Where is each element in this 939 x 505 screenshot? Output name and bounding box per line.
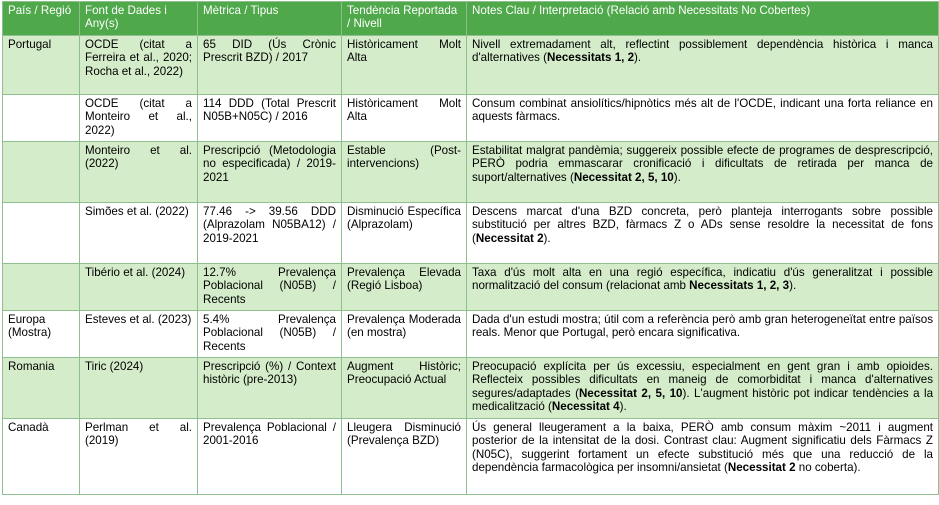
notes-text: ). L'augment històric pot indicar tendències a la medicalització ( [472, 386, 934, 414]
cell-country: Portugal [3, 36, 80, 95]
cell-metric: Prescripció (%) / Context històric (pre-2013) [198, 358, 342, 419]
notes-text: Ús general lleugerament a la baixa, PERÒ amb consum màxim ~2011 i augment posterior de la intensitat de la dosi. Contrast clau: Augment significatiu dels Fàrmacs Z (N05C), suggerint fortament un efecte substitució més que una reducció de la dependència farmacològica per insomni/ansietat ( [472, 421, 933, 475]
cell-notes [467, 203, 939, 264]
table-row [3, 264, 939, 311]
header-country: País / Regió [3, 2, 80, 36]
cell-notes [467, 95, 939, 142]
needs-reference: Necessitat 2, 5, 10 [578, 386, 683, 400]
table-row [3, 419, 939, 495]
table-row [3, 95, 939, 142]
needs-reference: Necessitat 2, 5, 10 [573, 170, 674, 184]
cell-trend: Prevalença Elevada (Regió Lisboa) [342, 264, 467, 311]
needs-reference: Necessitats 1, 2 [547, 51, 635, 65]
needs-reference: Necessitats 1, 2, 3 [689, 279, 790, 293]
cell-trend: Prevalença Moderada (en mostra) [342, 311, 467, 358]
notes-text: ). [673, 170, 681, 184]
cell-metric: Prevalença Poblacional / 2001-2016 [198, 419, 342, 495]
cell-source: Perlman et al. (2019) [80, 419, 198, 495]
cell-trend: Històricament Molt Alta [342, 95, 467, 142]
cell-metric: 12.7% Prevalença Poblacional (N05B) / Recents [198, 264, 342, 311]
header-source: Font de Dades i Any(s) [80, 2, 198, 36]
notes-text: no coberta). [795, 461, 861, 475]
table-header-row [3, 2, 939, 36]
cell-notes [467, 142, 939, 203]
cell-source: Esteves et al. (2023) [80, 311, 198, 358]
header-metric: Mètrica / Tipus [198, 2, 342, 36]
notes-text: Nivell extremadament alt, reflectint possiblement dependència històrica i manca d'alternatives ( [472, 38, 933, 65]
data-table [2, 1, 939, 495]
table-row [3, 36, 939, 95]
cell-notes [467, 264, 939, 311]
notes-text: Dada d'un estudi mostra; útil com a referència però amb gran heterogeneïtat entre països reals. Menor que Portugal, però encara significativa. [472, 313, 933, 340]
cell-country: Romania [3, 358, 80, 419]
cell-notes [467, 358, 939, 419]
notes-text: Consum combinat ansiolítics/hipnòtics més alt de l'OCDE, indicant una forta reliance en aquests fàrmacs. [472, 97, 933, 124]
cell-trend: Lleugera Disminució (Prevalença BZD) [342, 419, 467, 495]
notes-text: ). [789, 279, 797, 293]
cell-source: Tibério et al. (2024) [80, 264, 198, 311]
table-row [3, 203, 939, 264]
cell-country [3, 95, 80, 142]
table-row [3, 358, 939, 419]
cell-trend: Estable (Post-intervencions) [342, 142, 467, 203]
cell-source: Monteiro et al. (2022) [80, 142, 198, 203]
cell-country: Canadà [3, 419, 80, 495]
cell-source: OCDE (citat a Ferreira et al., 2020; Rocha et al., 2022) [80, 36, 198, 95]
cell-metric: 114 DDD (Total Prescrit N05B+N05C) / 2016 [198, 95, 342, 142]
cell-trend: Augment Històric; Preocupació Actual [342, 358, 467, 419]
cell-source: OCDE (citat a Monteiro et al., 2022) [80, 95, 198, 142]
cell-source: Tiric (2024) [80, 358, 198, 419]
header-notes: Notes Clau / Interpretació (Relació amb Necessitats No Cobertes) [467, 2, 939, 36]
notes-text: Estabilitat malgrat pandèmia; suggereix possible efecte de programes de desprescripció, PERÒ podria emmascarar cronificació i dificultats de retirada per manca de suport/alternatives ( [472, 144, 933, 184]
table-row [3, 311, 939, 358]
header-trend: Tendència Reportada / Nivell [342, 2, 467, 36]
cell-country: Europa (Mostra) [3, 311, 80, 358]
cell-trend: Disminució Específica (Alprazolam) [342, 203, 467, 264]
cell-metric: 5.4% Prevalença Poblacional (N05B) / Recents [198, 311, 342, 358]
needs-reference: Necessitat 4 [551, 400, 620, 414]
cell-metric: Prescripció (Metodologia no especificada) / 2019-2021 [198, 142, 342, 203]
notes-text: Taxa d'ús molt alta en una regió específica, indicatiu d'ús generalitzat i possible normalització del consum (relacionat amb [472, 266, 933, 293]
notes-text: ). [619, 400, 627, 414]
table-row [3, 142, 939, 203]
cell-metric: 65 DID (Ús Crònic Prescrit BZD) / 2017 [198, 36, 342, 95]
cell-metric: 77.46 -> 39.56 DDD (Alprazolam N05BA12) / 2019-2021 [198, 203, 342, 264]
cell-country [3, 203, 80, 264]
notes-text: ). [634, 51, 642, 65]
notes-text: Preocupació explícita per ús excessiu, especialment en gent gran i amb opioides. Reflecteix possibles dificultats en maneig de comorbiditat i manca d'alternatives segures/adaptades ( [472, 360, 933, 400]
cell-source: Simões et al. (2022) [80, 203, 198, 264]
cell-country [3, 142, 80, 203]
cell-trend: Històricament Molt Alta [342, 36, 467, 95]
cell-notes [467, 419, 939, 495]
cell-country [3, 264, 80, 311]
needs-reference: Necessitat 2 [475, 231, 544, 245]
notes-text: Descens marcat d'una BZD concreta, però planteja interrogants sobre possible substitució per altres BZD, fàrmacs Z o ADs sense resoldre la necessitat de fons ( [472, 205, 933, 245]
cell-notes [467, 36, 939, 95]
notes-text: ). [543, 231, 551, 245]
cell-notes [467, 311, 939, 358]
needs-reference: Necessitat 2 [727, 461, 796, 475]
